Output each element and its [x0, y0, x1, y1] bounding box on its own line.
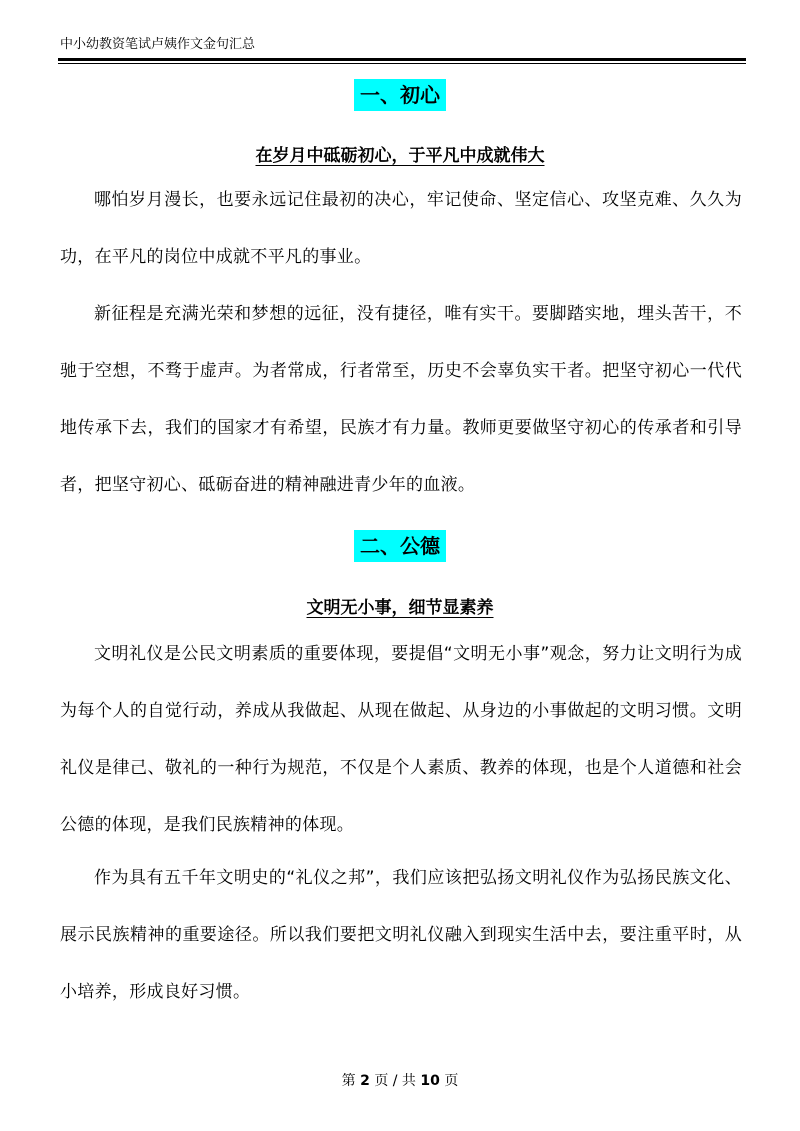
section-2-paragraph-1: 文明礼仪是公民文明素质的重要体现，要提倡“文明无小事”观念，努力让文明行为成为每个人的自觉行动，养成从我做起、从现在做起、从身边的小事做起的文明习惯。文明礼仪是律己、敬礼的一种行为规范，不仅是个人素质、教养的体现，也是个人道德和社会公德的体现，是我们民族精神的体现。: [60, 644, 742, 835]
section-title-2: [0, 530, 800, 562]
section-subtitle-1: 在岁月中砥砺初心，于平凡中成就伟大: [255, 146, 545, 166]
footer-prefix: 第: [341, 1073, 356, 1089]
header-rule-thick: [58, 58, 746, 61]
section-title-1: [0, 79, 800, 111]
section-title-2-text: 二、公德: [354, 530, 446, 562]
section-1-paragraph-1: 哪怕岁月漫长，也要永远记住最初的决心，牢记使命、坚定信心、攻坚克难、久久为功，在平凡的岗位中成就不平凡的事业。: [60, 190, 742, 267]
section-1-paragraph-2: 新征程是充满光荣和梦想的远征，没有捷径，唯有实干。要脚踏实地，埋头苦干，不驰于空想，不骛于虚声。为者常成，行者常至，历史不会辜负实干者。把坚守初心一代代地传承下去，我们的国家才有希望，民族才有力量。教师更要做坚守初心的传承者和引导者，把坚守初心、砥砺奋进的精神融进青少年的血液。: [60, 304, 742, 495]
footer-middle: 页 / 共: [374, 1073, 416, 1089]
section-subtitle-2: 文明无小事，细节显素养: [306, 598, 494, 618]
header-rule-thin: [58, 63, 746, 64]
footer-total-pages: 10: [420, 1073, 440, 1089]
footer-suffix: 页: [444, 1073, 459, 1089]
header-title: 中小幼教资笔试卢姨作文金句汇总: [60, 37, 256, 52]
section-2-paragraph-2: 作为具有五千年文明史的“礼仪之邦”，我们应该把弘扬文明礼仪作为弘扬民族文化、展示民族精神的重要途径。所以我们要把文明礼仪融入到现实生活中去，要注重平时，从小培养，形成良好习惯。: [60, 868, 742, 1002]
section-title-1-text: 一、初心: [354, 79, 446, 111]
page-footer: [0, 1070, 800, 1090]
page-header: [58, 36, 746, 64]
footer-page-number: 2: [360, 1073, 370, 1089]
